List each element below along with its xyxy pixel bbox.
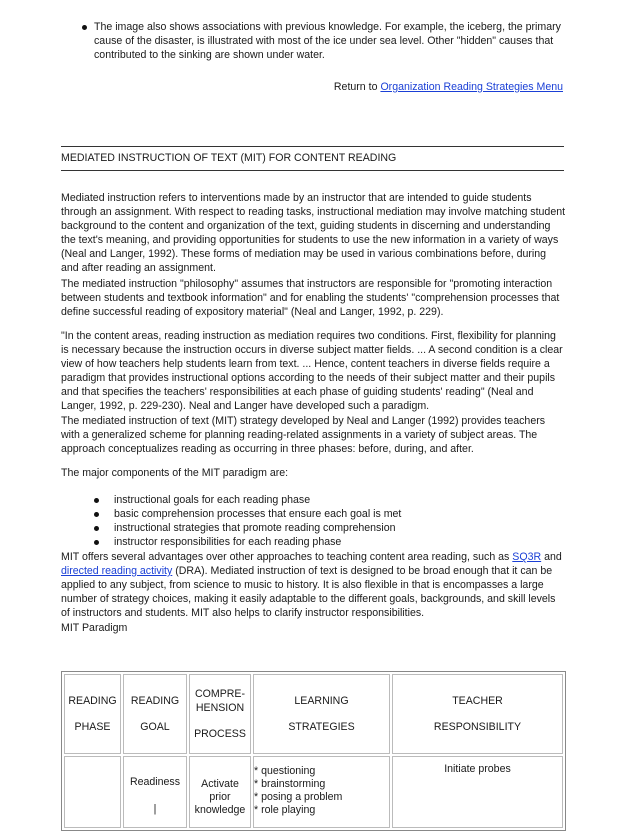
directed-reading-activity-link[interactable]: directed reading activity — [61, 565, 173, 578]
header-cell: READING PHASE — [64, 674, 121, 754]
header-cell: READING GOAL — [123, 674, 187, 754]
section-title: MEDIATED INSTRUCTION OF TEXT (MIT) FOR CONTENT READING — [61, 152, 397, 164]
table-cell: * questioning * brainstorming * posing a problem * role playing — [253, 756, 390, 828]
table-header-row — [64, 674, 563, 754]
table-cell — [64, 756, 121, 828]
table-cell: Initiate probes — [392, 756, 563, 828]
bullet-icon — [94, 526, 99, 531]
paragraph: The mediated instruction "philosophy" assumes that instructors are responsible for "promoting interaction between students and textbook information" and for enabling the students' "comprehension processes that define successful reading of expository material" (Neal and Langer, 1992, p. 229). — [61, 278, 560, 319]
list-item: The image also shows associations with previous knowledge. For example, the iceberg, the primary cause of the disaster, is illustrated with most of the ice under sea level. Other "hidden" causes that contributed to the sinking are shown under water. — [94, 20, 564, 62]
paragraph: Mediated instruction refers to interventions made by an instructor that are intended to guide students through an assignment. With respect to reading tasks, instructional mediation may involve matching student background to the content and organization of the text, guiding students in discerning and understanding the text's meaning, and providing opportunities for students to use the new information in a variety of ways (Neal and Langer, 1992). These forms of mediation may be used in various combinations before, during and after reading an assignment. — [61, 192, 566, 275]
header-cell: COMPRE- HENSION PROCESS — [189, 674, 251, 754]
list-item: instructional strategies that promote reading comprehension — [114, 521, 554, 535]
top-bullet-list — [94, 20, 564, 62]
list-item: basic comprehension processes that ensure each goal is met — [114, 507, 554, 521]
header-cell: TEACHER RESPONSIBILITY — [392, 674, 563, 754]
mit-paradigm-table — [61, 671, 566, 831]
paragraph: The major components of the MIT paradigm are: — [61, 467, 289, 479]
table-cell: Activate prior knowledge — [189, 756, 251, 828]
components-list — [114, 493, 554, 549]
divider — [61, 146, 564, 147]
list-item: instructor responsibilities for each reading phase — [114, 535, 554, 549]
bullet-icon — [94, 540, 99, 545]
sq3r-link[interactable]: SQ3R — [512, 551, 542, 563]
table-cell: Readiness | — [123, 756, 187, 828]
paradigm-caption: MIT Paradigm — [61, 622, 128, 634]
bullet-icon — [82, 25, 87, 30]
bullet-icon — [94, 512, 99, 517]
table-row — [64, 756, 563, 828]
advantages-paragraph: MIT offers several advantages over other approaches to teaching content area reading, such as SQ3R and directed reading activity (DRA). Mediated instruction of text is designed to be broad enough that it can be applied to any subject, from science to music to history. It is also flexible in that is encompasses a large number of strategy choices, making it easily adaptable to the different goals, backgrounds, and skill levels of instructors and students. MIT also helps to clarify instructor responsibilities. — [61, 551, 562, 620]
list-item: instructional goals for each reading phase — [114, 493, 554, 507]
return-line: Return to Organization Reading Strategies Menu — [333, 81, 563, 93]
paragraph: The mediated instruction of text (MIT) strategy developed by Neal and Langer (1992) provides teachers with a generalized scheme for planning reading-related assignments in a variety of subject areas. The approach conceptualizes reading as occurring in three phases: before, during, and after. — [61, 415, 546, 456]
header-cell: LEARNING STRATEGIES — [253, 674, 390, 754]
paragraph: "In the content areas, reading instruction as mediation requires two conditions. First, flexibility for planning is necessary because the instruction occurs in diverse subject matter fields. ... A second condition is a clear view of how teachers help students learn from text. ... Hence, content teachers in diverse fields require a paradigm that provides instructional options according to the needs of their subject matter and their pupils and that specifies the teachers' responsibilities at each phase of guiding students' reading" (Neal and Langer, 1992, p. 229-230). Neal and Langer have developed such a paradigm. — [61, 330, 563, 413]
divider — [61, 170, 564, 171]
organization-menu-link[interactable]: Organization Reading Strategies Menu — [380, 81, 563, 93]
bullet-icon — [94, 498, 99, 503]
